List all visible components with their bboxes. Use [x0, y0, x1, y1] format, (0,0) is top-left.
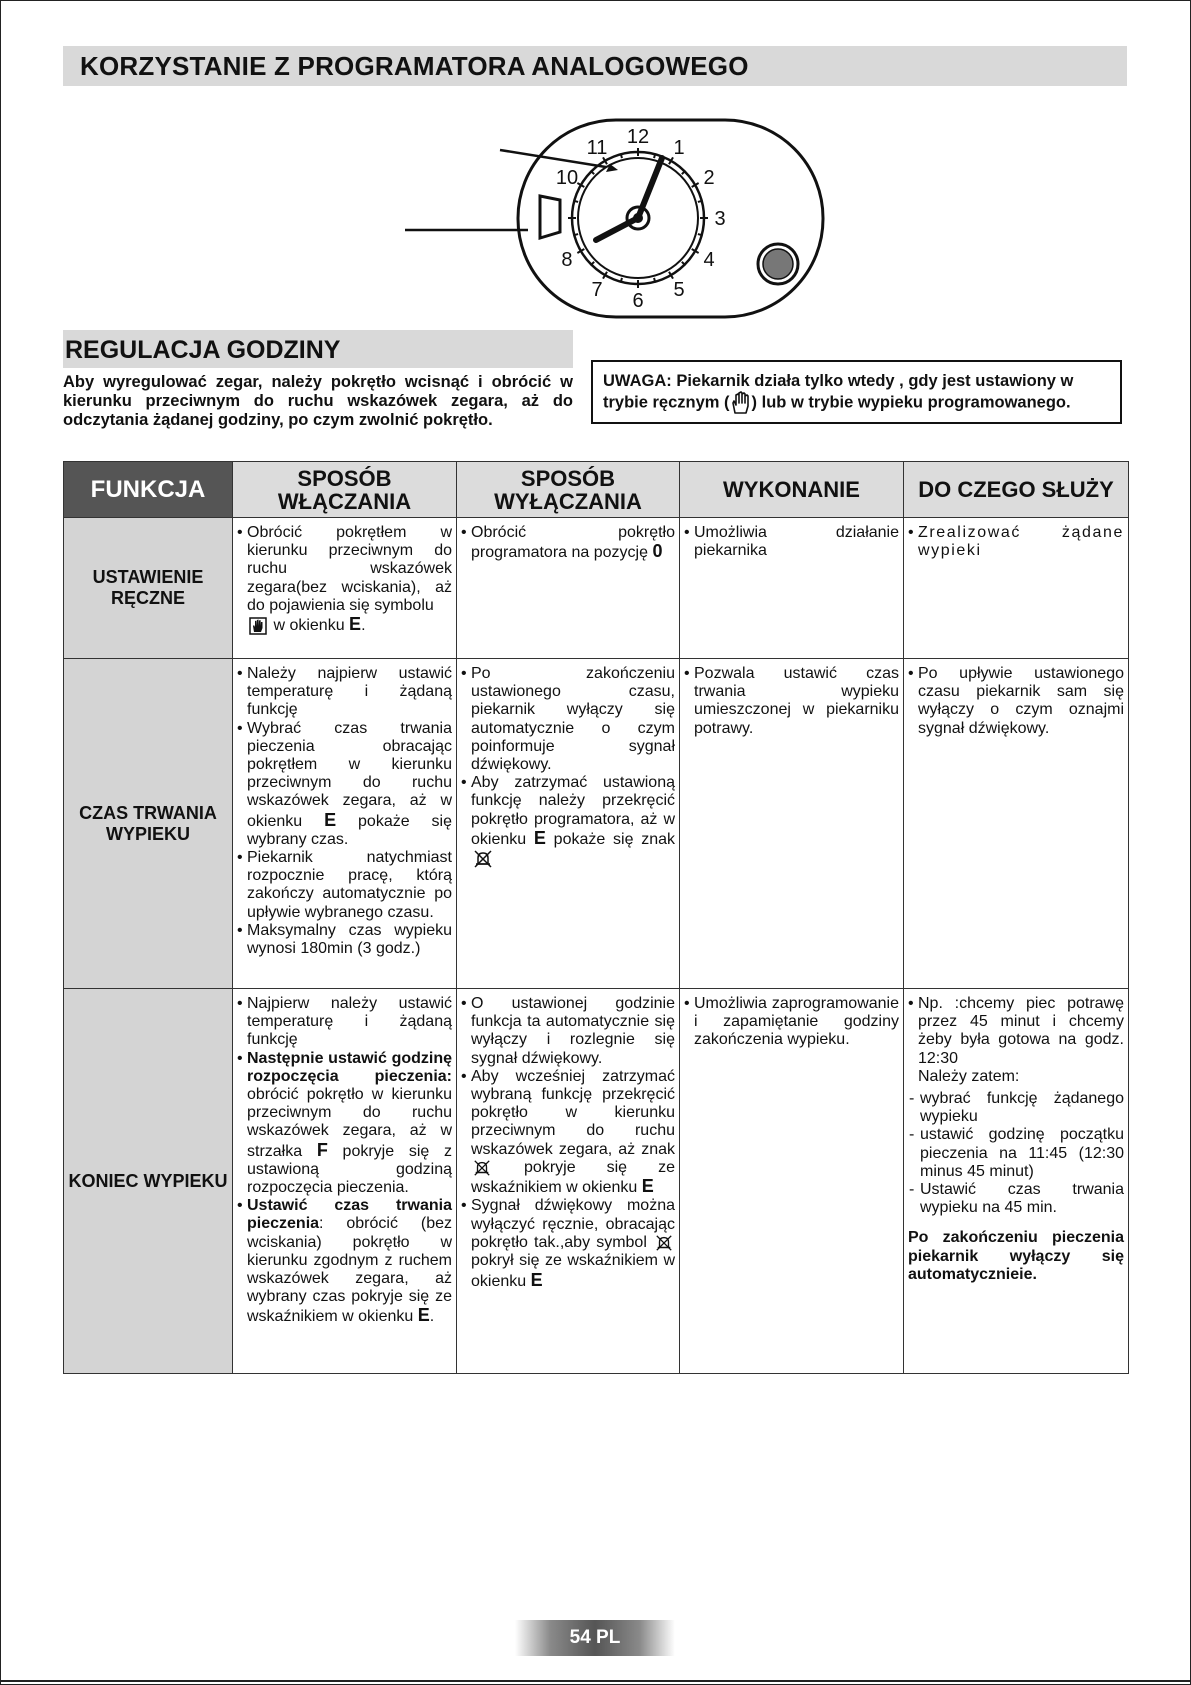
- list-item: [461, 1068, 675, 1198]
- cell-manual-exec: [680, 518, 904, 659]
- clock-numeral: 5: [673, 279, 685, 302]
- list-item: • Umożliwia zaprogramowanie i zapamiętanie godziny zakończenia wypieku.: [684, 995, 899, 1050]
- list-item: - ustawić godzinę początku pieczenia na 11:45 (12:30 minus 45 minut): [908, 1126, 1124, 1181]
- header-execution: WYKONANIE: [680, 462, 904, 518]
- dial-tick: [654, 153, 655, 158]
- table-header-row: [64, 462, 1129, 518]
- window-letter: E: [417, 1305, 430, 1326]
- text: Obrócić pokrętło programatora na pozycję: [471, 524, 675, 562]
- section-title-regulation: REGULACJA GODZINY: [63, 330, 573, 368]
- page-number: 54 PL: [515, 1620, 675, 1656]
- text: pokaże się wybrany czas.: [247, 812, 452, 848]
- cell-end-exec: [680, 989, 904, 1374]
- clock-numeral: 6: [632, 290, 644, 312]
- page-banner: KORZYSTANIE Z PROGRAMATORA ANALOGOWEGO: [63, 46, 1127, 86]
- window-letter: E: [530, 1269, 543, 1290]
- text: Aby zatrzymać ustawioną funkcję należy przekręcić pokrętło programatora, aż w okienku: [471, 774, 675, 848]
- text: .: [1032, 1265, 1037, 1283]
- text: pokrył się ze wskaźnikiem w okienku: [471, 1252, 675, 1290]
- cell-duration-purpose: [904, 659, 1129, 989]
- text: : obrócić (bez wciskania) pokrętło w kierunku zgodnym z ruchem wskazówek zegara, aż wybrany czas pokryje się ze wskaźnikiem w okienku: [247, 1215, 452, 1326]
- cell-end-purpose: [904, 989, 1129, 1374]
- list-item: • Po zakończeniu ustawionego czasu, piekarnik wyłączy się automatycznie o czym poinformuje sygnał dźwiękowy.: [461, 665, 675, 774]
- text: Aby wcześniej zatrzymać wybraną funkcję przekręcić pokrętło w kierunku przeciwnym do ruchu wskazówek zegara, aż znak: [471, 1067, 675, 1158]
- cell-duration-exec: [680, 659, 904, 989]
- list-item: [237, 1197, 452, 1326]
- pointer-letter: F: [316, 1139, 328, 1160]
- table-row: [64, 518, 1129, 659]
- hand-icon: [730, 391, 752, 415]
- cell-manual-purpose: [904, 518, 1129, 659]
- clock-numeral: 7: [591, 279, 603, 302]
- bell-off-icon: [473, 1159, 491, 1177]
- window-letter: E: [641, 1176, 654, 1197]
- clock-numeral: 8: [561, 249, 573, 271]
- text: Wybrać czas trwania pieczenia obracając pokrętłem w kierunku przeciwnym do ruchu wskazówek zegara, aż w okienku: [247, 719, 452, 830]
- list-item: • Zrealizować żądane wypieki: [908, 524, 1124, 560]
- dial-tick: [654, 278, 655, 283]
- table-row: [64, 659, 1129, 989]
- cell-duration-off: [457, 659, 680, 989]
- text: Sygnał dźwiękowy można wyłączyć ręcznie, obracając pokrętło tak.,aby symbol: [471, 1197, 675, 1252]
- list-item: • Maksymalny czas wypieku wynosi 180min (3 godz.): [237, 922, 452, 958]
- dial-tick: [621, 153, 622, 158]
- table-row: [64, 989, 1129, 1374]
- list-item: • Np. :chcemy piec potrawę przez 45 minut i chcemy żeby była gotowa na godz. 12:30: [908, 995, 1124, 1068]
- bottom-rule: [0, 1680, 1191, 1682]
- bell-off-icon: [655, 1234, 673, 1252]
- clock-numeral: 3: [714, 208, 726, 230]
- window-letter: E: [533, 827, 546, 848]
- clock-numeral: 10: [555, 167, 579, 189]
- list-item: • Obrócić pokrętłem w kierunku przeciwnym do ruchu wskazówek zegara(bez wciskania), aż do pojawienia się symbolu w okienku E.: [237, 524, 452, 635]
- header-purpose: DO CZEGO SŁUŻY: [904, 462, 1129, 518]
- list-item: [461, 774, 675, 869]
- list-item: • Pozwala ustawić czas trwania wypieku umieszczonej w piekarniku potrawy.: [684, 665, 899, 738]
- window-letter: E: [349, 614, 362, 635]
- cell-duration-on: [233, 659, 457, 989]
- function-table: [63, 461, 1129, 1374]
- text: pokryje się ze wskaźnikiem w okienku: [471, 1159, 675, 1197]
- list-item: - Ustawić czas trwania wypieku na 45 min.: [908, 1181, 1124, 1217]
- warning-note: [591, 360, 1122, 424]
- list-item: • Umożliwia działanie piekarnika: [684, 524, 899, 560]
- text: Obrócić pokrętłem w kierunku przeciwnym do ruchu wskazówek zegara(bez wciskania), aż do pojawienia się symbolu: [247, 524, 452, 614]
- list-item: [237, 720, 452, 849]
- window-letter: E: [324, 809, 337, 830]
- bell-off-icon: [473, 849, 493, 869]
- clock-numeral: 11: [586, 136, 608, 159]
- purpose-lead: Należy zatem:: [918, 1067, 1020, 1085]
- list-item: [237, 1050, 452, 1198]
- dial-tick: [698, 201, 703, 202]
- text: .: [429, 1308, 435, 1326]
- list-item: • O ustawionej godzinie funkcja ta automatycznie się wyłączy i rozlegnie się sygnał dźwiękowy.: [461, 995, 675, 1068]
- text: w okienku: [269, 617, 350, 635]
- list-item: • Należy najpierw ustawić temperaturę i żądaną funkcję: [237, 665, 452, 720]
- bold-text: Następnie ustawić godzinę rozpoczęcia pieczenia:: [247, 1049, 452, 1085]
- bold-text: Ustawić czas trwania pieczenia: [247, 1197, 452, 1233]
- clock-numeral: 1: [673, 136, 685, 159]
- list-item: [461, 524, 675, 562]
- list-item: [461, 1197, 675, 1290]
- cell-end-on: [233, 989, 457, 1374]
- control-knob: [758, 244, 798, 284]
- bold-text: Po zakończeniu pieczenia piekarnik wyłączy się automatycznieie: [908, 1229, 1124, 1283]
- row-label-end: KONIEC WYPIEKU: [64, 989, 233, 1374]
- regulation-text: Aby wyregulować zegar, należy pokrętło wcisnąć i obrócić w kierunku przeciwnym do ruchu wskazówek zegara, aż do odczytania żądanej godziny, po czym zwolnić pokrętło.: [63, 373, 573, 429]
- window-e: [540, 196, 560, 238]
- list-item: • Po upływie ustawionego czasu piekarnik sam się wyłączy o czym oznajmi sygnał dźwiękowy.: [908, 665, 1124, 738]
- cell-manual-off: [457, 518, 680, 659]
- header-function: FUNKCJA: [64, 462, 233, 518]
- list-item: - wybrać funkcję żądanego wypieku: [908, 1090, 1124, 1126]
- row-label-duration: CZAS TRWANIA WYPIEKU: [64, 659, 233, 989]
- clock-numeral: 12: [626, 126, 650, 148]
- cell-end-off: [457, 989, 680, 1374]
- header-switch-off: SPOSÓB WYŁĄCZANIA: [457, 462, 680, 518]
- row-label-manual: USTAWIENIE RĘCZNE: [64, 518, 233, 659]
- position-zero: 0: [652, 541, 663, 562]
- list-item: • Piekarnik natychmiast rozpocznie pracę, którą zakończy automatycznie po upływie wybranego czasu.: [237, 849, 452, 922]
- text: obrócić pokrętło w kierunku przeciwnym do ruchu wskazówek zegara, aż w strzałka: [247, 1086, 452, 1160]
- header-switch-on: SPOSÓB WŁĄCZANIA: [233, 462, 457, 518]
- programmer-clock-illustration: [400, 118, 840, 323]
- dial-tick: [698, 234, 703, 235]
- warning-text-start: UWAGA: Piekarnik działa tylko wtedy , gdy jest ustawiony w trybie ręcznym (: [603, 372, 1074, 412]
- hand-icon: [249, 617, 267, 635]
- text: pokaże się znak: [545, 830, 676, 848]
- dial-tick: [573, 201, 578, 202]
- dial-tick: [573, 234, 578, 235]
- clock-numeral: 4: [703, 249, 715, 271]
- text: pokryje się z ustawioną godziną rozpoczęcia pieczenia.: [247, 1142, 452, 1197]
- purpose-summary: [908, 1229, 1124, 1284]
- warning-text-end: ) lub w trybie wypieku programowanego.: [751, 393, 1071, 412]
- cell-manual-on: [233, 518, 457, 659]
- list-item: • Najpierw należy ustawić temperaturę i żądaną funkcję: [237, 995, 452, 1050]
- clock-numeral: 2: [703, 167, 715, 189]
- dial-tick: [621, 278, 622, 283]
